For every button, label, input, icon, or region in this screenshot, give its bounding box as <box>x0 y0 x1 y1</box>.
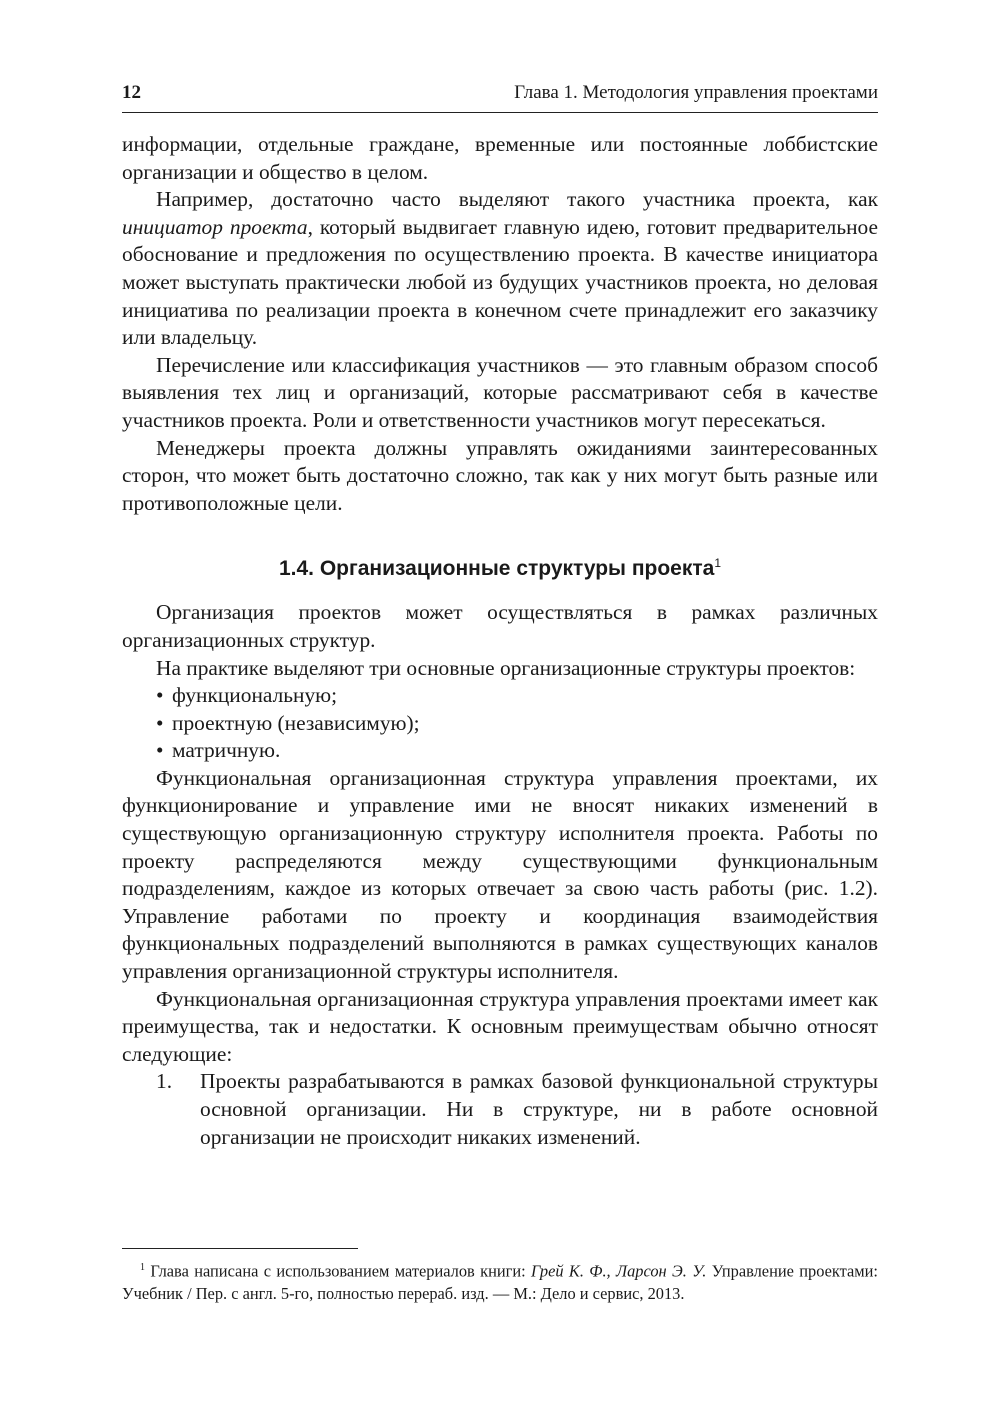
list-item-text: функциональную; <box>172 683 338 708</box>
page-number: 12 <box>122 82 141 103</box>
paragraph-4: Менеджеры проекта должны управлять ожиданиями заинтересованных сторон, что может быть достаточно сложно, так как у них могут быть разные или противоположные цели. <box>122 435 878 515</box>
section-paragraph-1: Организация проектов может осуществляться в рамках различных организационных структур. <box>122 600 878 652</box>
paragraph-1: информации, отдельные граждане, временные или постоянные лоббистские организации и общество в целом. <box>122 132 878 184</box>
section-heading <box>122 549 878 583</box>
advantages-list <box>122 1068 878 1151</box>
header-rule <box>122 112 878 113</box>
footnote <box>122 1257 878 1306</box>
bullet-marker: • <box>156 738 164 763</box>
section-paragraph-2: На практике выделяют три основные организационные структуры проектов: <box>156 655 856 680</box>
bullet-marker: • <box>156 683 164 708</box>
running-header <box>122 74 878 104</box>
list-item <box>122 682 878 710</box>
footnote-text-end: Управление проектами: Учебник / Пер. с англ. 5-го, полностью перераб. изд. — М.: Дело и сервис, 2013. <box>122 1261 878 1304</box>
list-item-text: проектную (независимую); <box>172 710 420 735</box>
list-item <box>122 710 878 738</box>
list-item <box>122 737 878 765</box>
list-item-text: матричную. <box>172 738 281 763</box>
paragraph-2-end: , который выдвигает главную идею, готовит предварительное обоснование и предложения по осуществлению проекта. В качестве инициатора может выступать практически любой из будущих участников проекта, но деловая инициатива по реализации проекта в конечном счете принадлежит его заказчику или владельцу. <box>122 214 878 350</box>
main-text <box>122 131 878 1151</box>
footnote-authors: Грей К. Ф., Ларсон Э. У. <box>531 1261 707 1281</box>
numbered-item-number: 1. <box>156 1069 173 1094</box>
structure-types-list <box>122 682 878 765</box>
emphasis-initiator: инициатор проекта <box>122 214 308 239</box>
paragraph-2-start: Например, достаточно часто выделяют такого участника проекта, как <box>156 187 878 212</box>
section-paragraph-3: Функциональная организационная структура управления проектами, их функционирование и управление ими не вносят никаких изменений в существующую организационную структуру исполнителя проекта. Работы по проекту распределяются между существующими функциональным подразделениям, каждое из которых отвечает за свою часть работы (рис. 1.2). Управление работами по проекту и координация взаимодействия функциональных подразделений выполняются в рамках существующих каналов управления организационной структуры исполнителя. <box>122 765 878 984</box>
paragraph-2 <box>122 186 878 352</box>
footnote-mark: 1 <box>140 1262 145 1273</box>
footnote-text-start: Глава написана с использованием материалов книги: <box>150 1261 526 1281</box>
running-title: Глава 1. Методология управления проектами <box>514 82 878 103</box>
section-footnote-mark: 1 <box>714 556 722 571</box>
section-title: 1.4. Организационные структуры проекта <box>278 557 715 581</box>
paragraph-3: Перечисление или классификация участников — это главным образом способ выявления тех лиц и организаций, которые рассматривают себя в качестве участников проекта. Роли и ответственности участников могут пересекаться. <box>122 352 878 432</box>
numbered-item-text: Проекты разрабатываются в рамках базовой функциональной структуры основной организации. Ни в структуре, ни в работе основной организации не происходит никаких изменений. <box>200 1069 878 1149</box>
bullet-marker: • <box>156 710 164 735</box>
numbered-item <box>122 1068 878 1151</box>
section-paragraph-4: Функциональная организационная структура управления проектами имеет как преимущества, так и недостатки. К основным преимуществам обычно относят следующие: <box>122 986 878 1066</box>
footnote-rule <box>122 1248 358 1249</box>
